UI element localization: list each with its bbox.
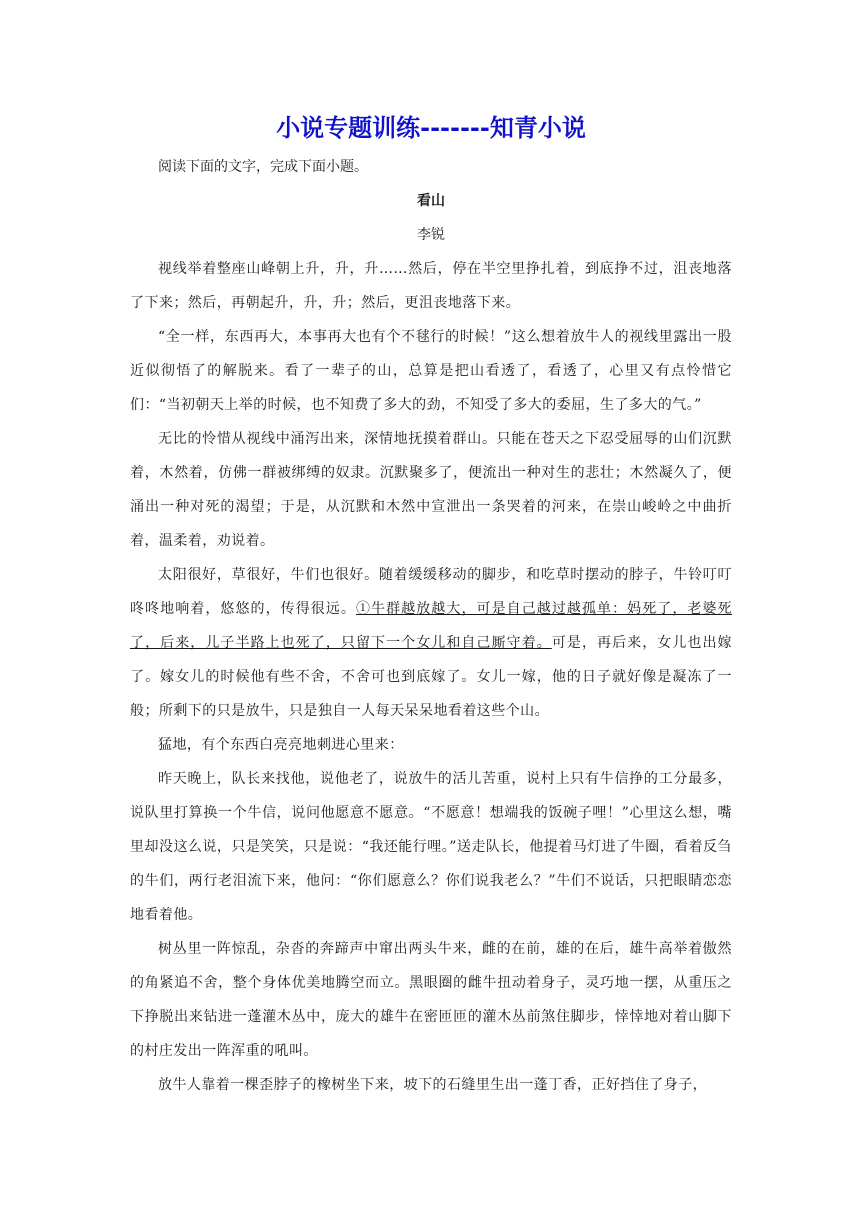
paragraph-3: 无比的怜惜从视线中涌泻出来，深情地抚摸着群山。只能在苍天之下忍受屈辱的山们沉默着，木然着，仿佛一群被绑缚的奴隶。沉默聚多了，便流出一种对生的悲壮；木然凝久了，便涌出一种对死的渴望；于是，从沉默和木然中宣泄出一条哭着的河来，在崇山峻岭之中曲折着，温柔着，劝说着。 xyxy=(130,431,732,549)
paragraph-5: 猛地，有个东西白亮亮地刺进心里来： xyxy=(158,737,404,753)
paragraph-7: 树丛里一阵惊乱，杂沓的奔蹄声中窜出两头牛来，雌的在前，雄的在后，雄牛高举着傲然的角紧追不舍，整个身体优美地腾空而立。黑眼圈的雌牛扭动着身子，灵巧地一摆，从重压之下挣脱出来钻进一蓬灌木丛中，庞大的雄牛在密匝匝的灌木丛前煞住脚步，悻悻地对着山脚下的村庄发出一阵浑重的吼叫。 xyxy=(130,941,732,1059)
story-title: 看山 xyxy=(417,193,445,209)
story-author: 李锐 xyxy=(417,227,445,243)
paragraph-4 xyxy=(130,558,732,728)
paragraph-2: “全一样，东西再大，本事再大也有个不毬行的时候！”这么想着放牛人的视线里露出一股近似彻悟了的解脱来。看了一辈子的山，总算是把山看透了，看透了，心里又有点怜惜它们：“当初朝天上举的时候，也不知费了多大的劲，不知受了多大的委屈，生了多大的气。” xyxy=(130,329,732,413)
reading-instruction: 阅读下面的文字，完成下面小题。 xyxy=(158,159,368,175)
underlined-sentence-1: ①牛群越放越大，可是自己越过越孤单：妈死了，老婆死了，后来，儿子半路上也死了，只留下一个女儿和自己厮守着。 xyxy=(130,601,733,651)
document-title: 小说专题训练-------知青小说 xyxy=(276,114,586,142)
paragraph-8: 放牛人靠着一棵歪脖子的橡树坐下来，坡下的石缝里生出一蓬丁香，正好挡住了身子， xyxy=(158,1077,708,1093)
document-page xyxy=(130,108,732,1102)
paragraph-1: 视线举着整座山峰朝上升，升，升……然后，停在半空里挣扎着，到底挣不过，沮丧地落了下来；然后，再朝起升，升，升；然后，更沮丧地落下来。 xyxy=(130,261,732,311)
paragraph-4-lead: 太阳很好，草很好，牛们也很好。随着缓缓移动的脚步，和吃草时摆动的脖子，牛铃叮叮咚咚地响着，悠悠的，传得很远。 xyxy=(130,567,732,617)
paragraph-4-tail: 可是，再后来，女儿也出嫁了。嫁女儿的时候他有些不舍，不舍可也到底嫁了。女儿一嫁，他的日子就好像是凝冻了一般；所剩下的只是放牛，只是独自一人每天呆呆地看着这些个山。 xyxy=(130,635,732,719)
paragraph-6: 昨天晚上，队长来找他，说他老了，说放牛的活儿苦重，说村上只有牛信挣的工分最多，说队里打算换一个牛信，说问他愿意不愿意。“不愿意！想端我的饭碗子哩！”心里这么想，嘴里却没这么说，只是笑笑，只是说：“我还能行哩。”送走队长，他提着马灯进了牛圈，看着反刍的牛们，两行老泪流下来，他问：“你们愿意么？你们说我老么？”牛们不说话，只把眼睛恋恋地看着他。 xyxy=(130,771,732,923)
